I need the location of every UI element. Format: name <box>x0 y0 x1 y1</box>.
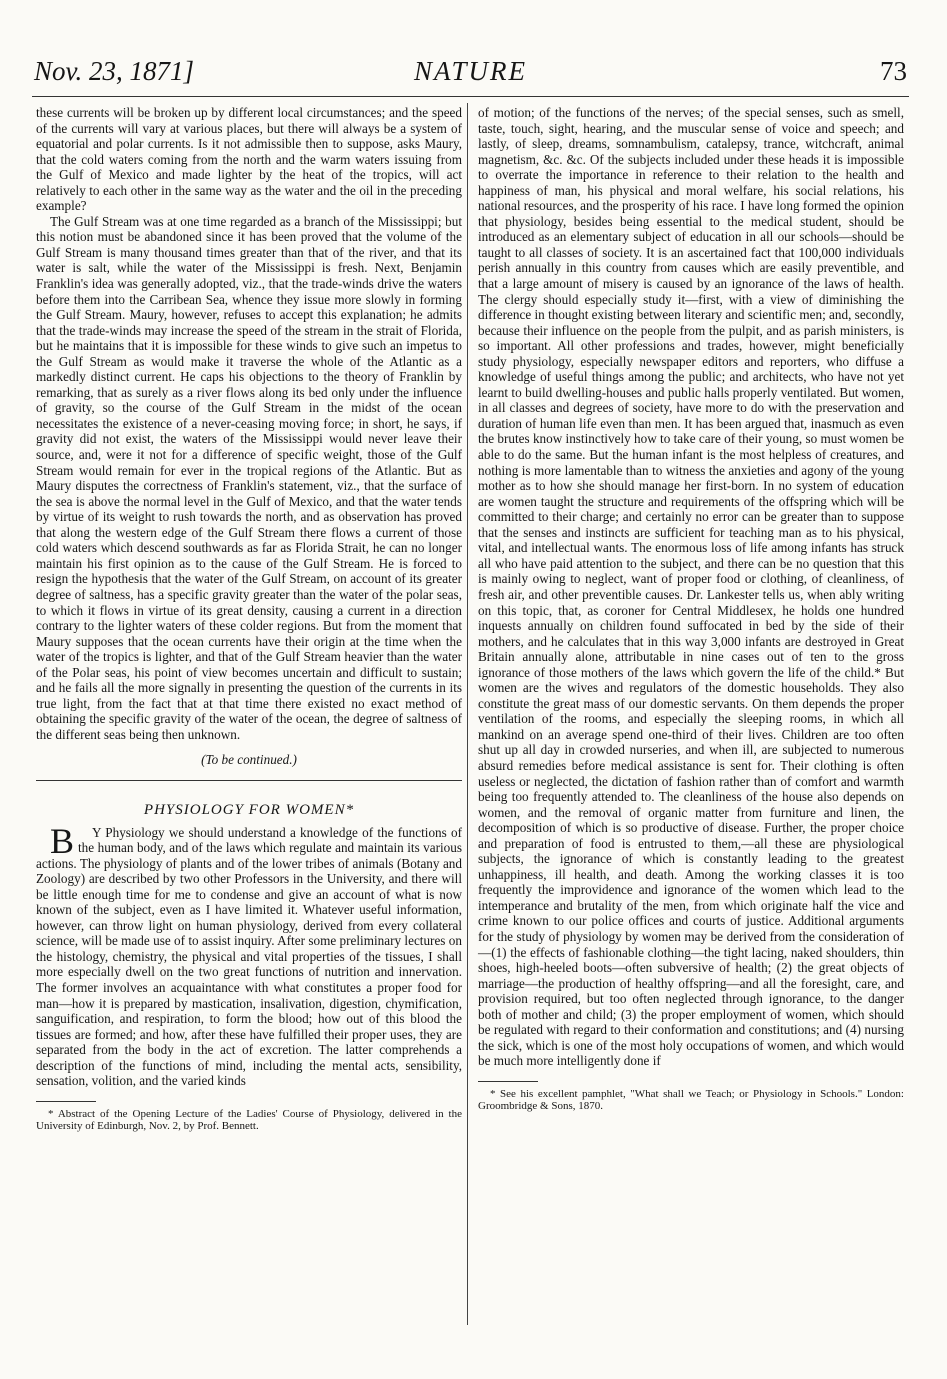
right-column <box>478 105 904 1113</box>
left-column <box>36 105 462 1133</box>
footnote <box>478 1088 904 1113</box>
section-rule <box>36 780 462 781</box>
footnote-rule <box>36 1101 96 1102</box>
issue-date: Nov. 23, 1871] <box>34 56 194 86</box>
footnote-rule <box>478 1081 538 1082</box>
page-number: 73 <box>880 56 907 86</box>
drop-cap: B <box>50 820 75 861</box>
footnote-text: * Abstract of the Opening Lecture of the Ladies' Course of Physiology, delivered in the University of Edinburgh, Nov. 2, by Prof. Bennett. <box>36 1107 462 1133</box>
column-divider <box>467 103 468 1325</box>
footnote-text: * See his excellent pamphlet, "What shall we Teach; or Physiology in Schools." London: Groombridge & Sons, 1870. <box>478 1087 904 1113</box>
article-paragraph: of motion; of the functions of the nerves; of the special senses, such as smell, taste, touch, sight, hearing, and the muscular sense of voice and speech; and lastly, of sleep, dreams, somnambulism, catalepsy, trance, witchcraft, animal magnetism, &c. &c. Of the subjects included under these heads it is impossible to overrate the importance in reference to their relation to the health and happiness of man, his physical and moral welfare, his social relations, his national resources, and the prosperity of his race. I have long formed the opinion that physiology, besides being essential to the medical student, should be introduced as an elementary subject of education in all our schools—should be taught to all classes of society. It is an ascertained fact that 100,000 individuals perish annually in this country from causes which are easily preventible, and that a large amount of misery is caused by an ignorance of the laws of health. The clergy should especially study it—first, with a view of diminishing the difference in thought existing between literary and scientific men; and, secondly, because their influence on the people from the pulpit, and as parish ministers, is so important. All other professions and trades, however, might beneficially study physiology, especially newspaper editors and reporters, who diffuse a knowledge of useful things among the public; and architects, who have not yet learnt to build dwelling-houses and public halls properly ventilated. But women, in all classes and degrees of society, have more to do with the preservation and duration of human life even than men. It has been argued that, inasmuch as even the brutes know instinctively how to take care of their young, so must women be able to do the same. But the human infant is the most helpless of creatures, and nothing is more lamentable than to witness the anxieties and agony of the young mother as to how she should manage her first-born. In no system of education are women taught the structure and requirements of the offspring which will be committed to their charge; and certainly no error can be greater than to suppose that the senses and instincts are sufficient for teaching man as to his physical, vital, and intellectual wants. The enormous loss of life among infants has struck all who have paid attention to the subject, and there can be no question that this is mainly owing to neglect, want of proper food or clothing, of cleanliness, of fresh air, and other preventible causes. Dr. Lankester tells us, when ably writing on this topic, that, as coroner for Central Middlesex, he holds one hundred inquests annually on children found suffocated in bed by the side of their mothers, and he calculates that in this way 3,000 infants are destroyed in Great Britain annually alone, attributable in nine cases out of ten to the gross ignorance of those mothers of the laws which govern the life of the child.* But women are the wives and regulators of the domestic households. They also constitute the great mass of our domestic servants. On them depends the proper ventilation of the rooms, and especially the sleeping rooms, in which all mankind on an average spend one-third of their lives. Children are too often shut up all day in crowded nurseries, and when ill, are subjected to numerous absurd remedies before medical assistance is sent for. Their clothing is often useless or neglected, the dictation of fashion rather than of comfort and warmth being too frequently attended to. The cleanliness of the house also depends on women, and the removal of organic matter from furniture and linen, the decomposition of which is so productive of disease. Further, the proper choice and preparation of food is entrusted to them,—all these are physiological subjects, the ignorance of which is constantly leading to the greatest unhappiness, ill health, and death. Among the working classes it is too frequently the improvidence and ignorance of the women which lead to the intemperance and brutality of the men, from which originate half the vice and crime known to our police offices and courts of justice. Additional arguments for the study of physiology by women may be derived from the consideration of—(1) the effects of fashionable clothing—the tight lacing, naked shoulders, thin shoes, high-heeled boots—often subversive of health; (2) the great objects of marriage—the production of healthy offspring—and all the foresight, care, and provision required, but too often neglected through ignorance, to the danger both of mother and child; (3) the proper employment of women, which should be regulated with regard to their conformation and constitutions; and (4) nursing the sick, which is one of the most holy occupations of women, and which would be much more intelligently done if <box>478 105 904 1069</box>
header-rule <box>32 96 909 97</box>
journal-title: NATURE <box>414 56 527 86</box>
to-be-continued: (To be continued.) <box>201 752 297 768</box>
lead-text: Y Physiology we should understand a knowledge of the functions of the human body, and of the laws which regulate and maintain its various actions. The physiology of plants and of the lower tribes of animals (Botany and Zoology) are described by two other Professors in the University, and there will be little enough time for me to condense and give an account of what is now known of the subject, even as I have limited it. Whatever useful information, however, can throw light on human physiology, derived from every collateral science, will be made use of to assist inquiry. After some preliminary lectures on the histology, chemistry, the physical and vital properties of the tissues, I shall more especially dwell on the two great functions of nutrition and innervation. The former involves an acquaintance with what constitutes a proper food for man—how it is prepared by mastication, insalivation, digestion, chymification, sanguification, and respiration, to form the blood; how out of this blood the tissues are formed; and how, after these have fulfilled their proper uses, they are separated from the body in the act of excretion. The latter comprehends a description of the functions of mind, including the mental acts, sensibility, sensation, volition, and the varied kinds <box>36 824 462 1089</box>
article-paragraph: The Gulf Stream was at one time regarded as a branch of the Mississippi; but this notion must be abandoned since it has been proved that the volume of the Gulf Stream is many thousand times greater than that of the river, and that its water is salt, while the water of the Mississippi is fresh. Next, Benjamin Franklin's idea was generally adopted, viz., that the trade-winds drive the waters before them into the Carribean Sea, whence they issue more slowly in forming the Gulf Stream. Maury, however, refuses to accept this explanation; he admits that the trade-winds may increase the speed of the stream in the strait of Florida, but he maintains that it is impossible for these winds to give such an impetus to the Gulf Stream as would make it traverse the whole of the Atlantic as a markedly distinct current. He caps his objections to the theory of Franklin by remarking, that as surely as a river flows along its bed only under the influence of gravity, so the course of the Gulf Stream in the midst of the ocean necessitates the existence of a never-ceasing moving force; in short, he says, if gravity did not exist, the waters of the Mississippi would never leave their source, and, were it not for a difference of specific weight, those of the Gulf Stream would remain for ever in the tropical regions of the Atlantic. But as Maury disputes the correctness of Franklin's statement, viz., that the surface of the sea is above the normal level in the Gulf of Mexico, and that the water tends by virtue of its weight to rush towards the north, and as observation has proved that along the western edge of the Gulf Stream there flows a current of those cold waters which descend southwards as far as Florida Strait, he can no longer maintain his first opinion as to the cause of the Gulf Stream. He is forced to resign the hypothesis that the water of the Gulf Stream, on account of its greater degree of saltness, has a specific gravity greater than the water of the polar seas, to which it flows in virtue of its great density, causing a current in a direction contrary to the lighter waters of these colder regions. But from the moment that Maury supposes that the ocean currents have their origin at the time when the water of the tropics is lighter, and that of the Gulf Stream heavier than the water of the Polar seas, his point of view becomes uncertain and difficult to sustain; and he fails all the more signally in presenting the question of the currents in its true light, from the fact that at that time there existed no exact method of obtaining the specific gravity of the water of the ocean, the degree of saltness of the different seas being then unknown. <box>36 213 462 742</box>
footnote <box>36 1108 462 1133</box>
section-title: PHYSIOLOGY FOR WOMEN* <box>143 801 355 818</box>
lead-paragraph <box>36 820 462 1089</box>
article-paragraph: these currents will be broken up by different local circumstances; and the speed of the currents will vary at various places, but there will always be a system of equatorial and polar currents. Is it not admissible then to suppose, asks Maury, that the cold waters coming from the north and the warm waters issuing from the Gulf of Mexico and made lighter by the heat of the tropics, will act relatively to each other in the same way as the water and the oil in the preceding example? <box>36 105 462 214</box>
page-header <box>34 56 907 92</box>
